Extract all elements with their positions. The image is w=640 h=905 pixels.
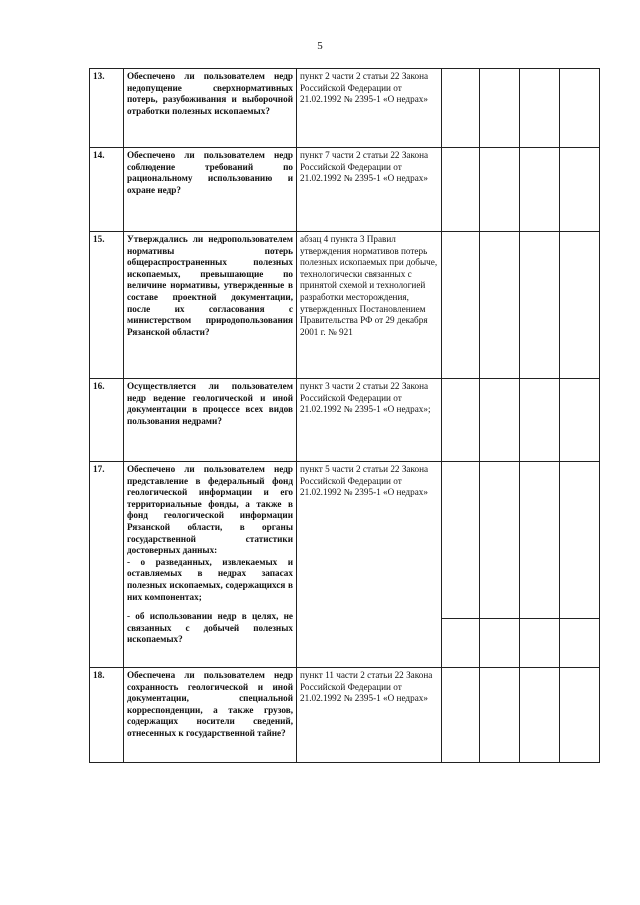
check-cell[interactable] bbox=[520, 69, 560, 148]
legal-reference: абзац 4 пункта 3 Правил утверждения нормативов потерь полезных ископаемых при добыче, технологически связанных с принятой схемой и технологией разработки месторождения, утвержденных Постановлением Правительства РФ от 29 декабря 2001 г. № 921 bbox=[297, 232, 442, 379]
table-row bbox=[90, 462, 600, 619]
check-cell[interactable] bbox=[560, 619, 600, 668]
check-cell[interactable] bbox=[560, 379, 600, 462]
table-row bbox=[90, 69, 600, 148]
row-number: 14. bbox=[90, 148, 124, 232]
table-row bbox=[90, 379, 600, 462]
check-cell[interactable] bbox=[442, 379, 480, 462]
table-row bbox=[90, 232, 600, 379]
check-cell[interactable] bbox=[442, 148, 480, 232]
requirement-question: Осуществляется ли пользователем недр ведение геологической и иной документации в процессе всех видов пользования недрами? bbox=[124, 379, 297, 462]
spacer bbox=[127, 603, 293, 611]
legal-reference: пункт 7 части 2 статьи 22 Закона Российской Федерации от 21.02.1992 № 2395-1 «О недрах» bbox=[297, 148, 442, 232]
requirement-question: Обеспечено ли пользователем недр соблюдение требований по рациональному использованию и охране недр? bbox=[124, 148, 297, 232]
check-cell[interactable] bbox=[560, 69, 600, 148]
check-cell[interactable] bbox=[520, 148, 560, 232]
check-cell[interactable] bbox=[560, 148, 600, 232]
row-number: 16. bbox=[90, 379, 124, 462]
check-cell[interactable] bbox=[520, 619, 560, 668]
requirement-question: Утверждались ли недропользователем нормативы потерь общераспространенных полезных ископаемых, превышающие по величине нормативы, утвержденные в составе проектной документации, после их согласования с министерством природопользования Рязанской области? bbox=[124, 232, 297, 379]
check-cell[interactable] bbox=[480, 619, 520, 668]
checklist-table bbox=[89, 68, 600, 763]
requirement-question: Обеспечено ли пользователем недр недопущение сверхнормативных потерь, разубоживания и выборочной отработки полезных ископаемых? bbox=[124, 69, 297, 148]
table-row bbox=[90, 668, 600, 763]
check-cell[interactable] bbox=[560, 462, 600, 619]
requirement-subitem: - о разведанных, извлекаемых и оставляемых в недрах запасах полезных ископаемых, содержащихся в них компонентах; bbox=[127, 556, 293, 602]
check-cell[interactable] bbox=[480, 462, 520, 619]
check-cell[interactable] bbox=[520, 232, 560, 379]
check-cell[interactable] bbox=[442, 619, 480, 668]
requirement-question-block bbox=[124, 462, 297, 668]
row-number: 15. bbox=[90, 232, 124, 379]
requirement-subitem: - об использовании недр в целях, не связанных с добычей полезных ископаемых? bbox=[127, 611, 293, 645]
legal-reference: пункт 5 части 2 статьи 22 Закона Российской Федерации от 21.02.1992 № 2395-1 «О недрах» bbox=[297, 462, 442, 668]
check-cell[interactable] bbox=[520, 462, 560, 619]
check-cell[interactable] bbox=[442, 232, 480, 379]
check-cell[interactable] bbox=[560, 232, 600, 379]
check-cell[interactable] bbox=[480, 379, 520, 462]
check-cell[interactable] bbox=[480, 232, 520, 379]
check-cell[interactable] bbox=[520, 668, 560, 763]
legal-reference: пункт 11 части 2 статьи 22 Закона Российской Федерации от 21.02.1992 № 2395-1 «О недрах» bbox=[297, 668, 442, 763]
check-cell[interactable] bbox=[442, 668, 480, 763]
check-cell[interactable] bbox=[560, 668, 600, 763]
requirement-question: Обеспечена ли пользователем недр сохранность геологической и иной документации, специальной корреспонденции, а также грузов, содержащих носители сведений, отнесенных к государственной тайне? bbox=[124, 668, 297, 763]
row-number: 13. bbox=[90, 69, 124, 148]
legal-reference: пункт 2 части 2 статьи 22 Закона Российской Федерации от 21.02.1992 № 2395-1 «О недрах» bbox=[297, 69, 442, 148]
table-row bbox=[90, 148, 600, 232]
page-number: 5 bbox=[317, 40, 323, 52]
check-cell[interactable] bbox=[442, 462, 480, 619]
check-cell[interactable] bbox=[480, 69, 520, 148]
check-cell[interactable] bbox=[480, 148, 520, 232]
legal-reference: пункт 3 части 2 статьи 22 Закона Российской Федерации от 21.02.1992 № 2395-1 «О недрах»; bbox=[297, 379, 442, 462]
check-cell[interactable] bbox=[480, 668, 520, 763]
row-number: 17. bbox=[90, 462, 124, 668]
check-cell[interactable] bbox=[442, 69, 480, 148]
requirement-question: Обеспечено ли пользователем недр представление в федеральный фонд геологической информации и его территориальные фонды, а также в фонд геологической информации Рязанской области, в органы государственной статистики достоверных данных: bbox=[127, 464, 293, 556]
check-cell[interactable] bbox=[520, 379, 560, 462]
row-number: 18. bbox=[90, 668, 124, 763]
